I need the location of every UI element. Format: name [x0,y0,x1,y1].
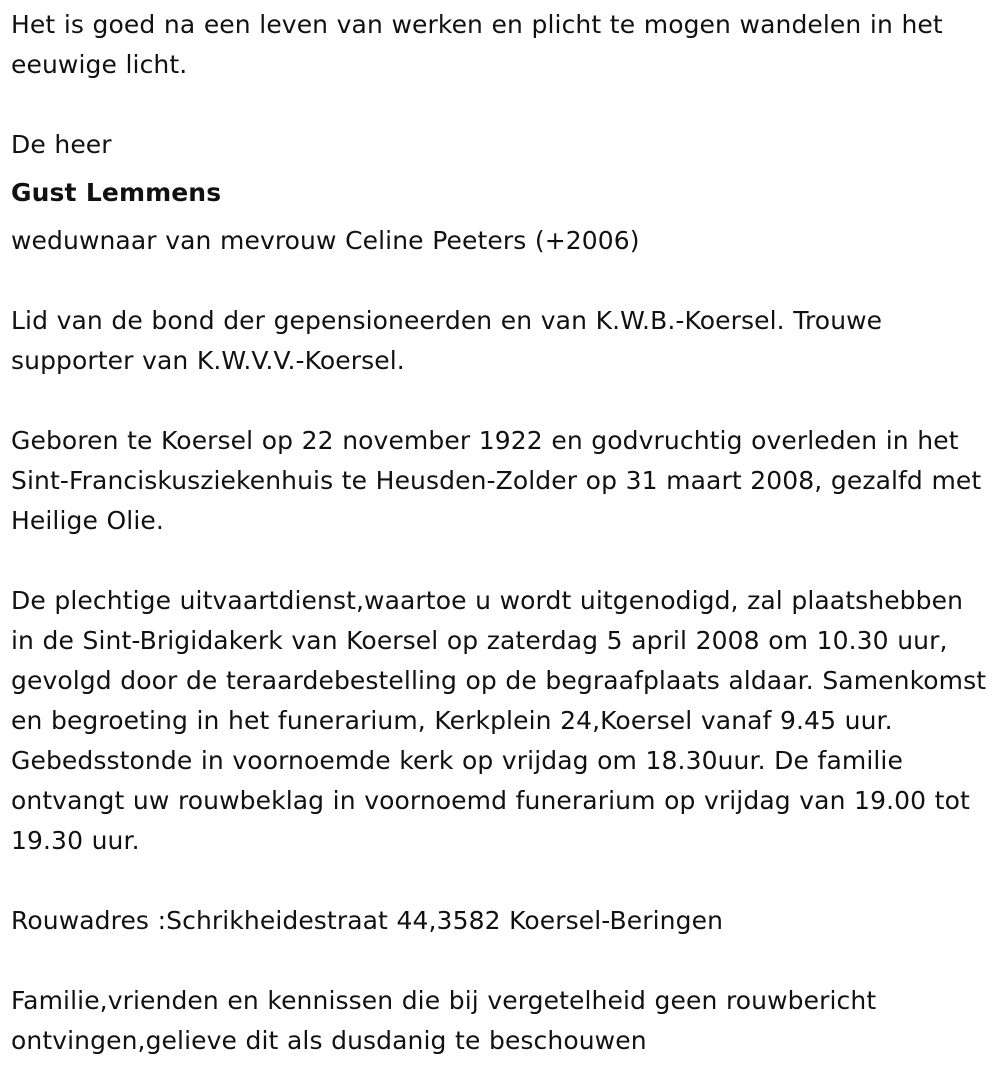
spacer [11,541,991,581]
spacer [11,165,991,173]
opening-text: Het is goed na een leven van werken en plicht te mogen wandelen in het eeuwige licht. [11,10,943,79]
mourning-address: Rouwadres :Schrikheidestraat 44,3582 Koersel-Beringen [11,906,724,935]
obituary-document [11,5,991,1061]
spacer [11,861,991,901]
spacer [11,941,991,981]
spacer [11,261,991,301]
birth-death-paragraph: Geboren te Koersel op 22 november 1922 en godvruchtig overleden in het Sint-Franciskusziekenhuis te Heusden-Zolder op 31 maart 2008, gezalfd met Heilige Olie. [11,426,982,535]
spacer [11,213,991,221]
salutation: De heer [11,130,112,159]
deceased-name: Gust Lemmens [11,178,222,207]
closing-note: Familie,vrienden en kennissen die bij vergetelheid geen rouwbericht ontvingen,gelieve dit als dusdanig te beschouwen [11,986,877,1055]
funeral-info-paragraph: De plechtige uitvaartdienst,waartoe u wordt uitgenodigd, zal plaatshebben in de Sint-Brigidakerk van Koersel op zaterdag 5 april 2008 om 10.30 uur, gevolgd door de teraardebestelling op de begraafplaats aldaar. Samenkomst en begroeting in het funerarium, Kerkplein 24,Koersel vanaf 9.45 uur. Gebedsstonde in voornoemde kerk op vrijdag om 18.30uur. De familie ontvangt uw rouwbeklag in voornoemd funerarium op vrijdag van 19.00 tot 19.30 uur. [11,586,987,855]
spacer [11,85,991,125]
spacer [11,381,991,421]
memberships-paragraph: Lid van de bond der gepensioneerden en van K.W.B.-Koersel. Trouwe supporter van K.W.V.V.-Koersel. [11,306,883,375]
widower-of: weduwnaar van mevrouw Celine Peeters (+2006) [11,226,640,255]
